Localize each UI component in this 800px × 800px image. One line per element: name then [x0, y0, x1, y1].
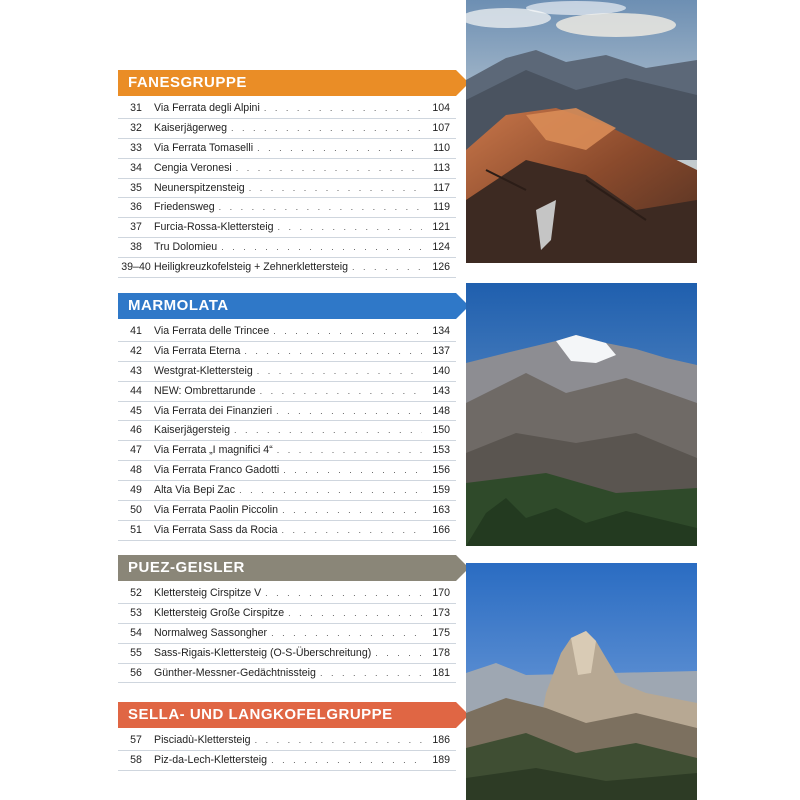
toc-entry[interactable] — [118, 119, 456, 139]
toc-entry[interactable] — [118, 342, 456, 362]
entry-page: 107 — [432, 121, 450, 134]
leader-dots — [316, 664, 422, 683]
toc-entry[interactable] — [118, 159, 456, 179]
toc-entry[interactable] — [118, 421, 456, 441]
toc-entry[interactable] — [118, 258, 456, 278]
leader-dots — [253, 362, 422, 381]
entry-title: Kaiserjägersteig — [154, 424, 230, 437]
mountain-photo-marmolata — [466, 283, 697, 546]
entry-number: 47 — [130, 444, 142, 457]
entry-page: 104 — [432, 102, 450, 114]
entry-page: 163 — [432, 504, 450, 517]
toc-entry[interactable] — [118, 402, 456, 422]
section-header: FANESGRUPPE — [118, 70, 456, 96]
entry-page: 137 — [432, 344, 450, 357]
leader-dots — [274, 218, 422, 237]
leader-dots — [279, 461, 422, 480]
entry-page: 110 — [433, 141, 450, 154]
entry-number: 45 — [130, 404, 142, 417]
entry-page: 121 — [432, 221, 450, 234]
toc-entry[interactable] — [118, 501, 456, 521]
leader-dots — [269, 322, 422, 341]
entry-title: Pisciadù-Klettersteig — [154, 734, 251, 746]
entry-title: Neunerspitzensteig — [154, 181, 245, 194]
entry-title: Günther-Messner-Gedächtnissteig — [154, 666, 316, 679]
section-sella-langkofelgruppe — [118, 702, 456, 771]
toc-entry[interactable] — [118, 322, 456, 342]
leader-dots — [240, 342, 422, 361]
entry-title: Furcia-Rossa-Klettersteig — [154, 221, 274, 234]
toc-entry[interactable] — [118, 99, 456, 119]
entry-number: 56 — [130, 666, 142, 679]
entry-number: 41 — [130, 325, 142, 337]
entry-number: 48 — [130, 464, 142, 477]
entry-page: 153 — [432, 444, 450, 457]
entry-title: Klettersteig Große Cirspitze — [154, 606, 285, 619]
entry-title: Westgrat-Klettersteig — [154, 364, 253, 377]
leader-dots — [245, 179, 422, 198]
leader-dots — [267, 624, 422, 643]
toc-entry[interactable] — [118, 664, 456, 684]
leader-dots — [272, 402, 422, 421]
entry-title: Heiligkreuzkofelsteig + Zehnerklettersteig — [154, 261, 349, 274]
leader-dots — [273, 441, 422, 460]
section-header: MARMOLATA — [118, 293, 456, 319]
leader-dots — [230, 421, 422, 440]
entry-page: 124 — [432, 241, 450, 254]
leader-dots — [260, 99, 422, 118]
entry-page: 189 — [432, 753, 450, 766]
entry-number: 37 — [130, 221, 142, 234]
entry-page: 113 — [433, 161, 450, 174]
entry-number: 54 — [130, 626, 142, 639]
leader-dots — [251, 731, 422, 750]
entry-page: 178 — [432, 646, 450, 659]
entry-title: Cengia Veronesi — [154, 161, 232, 174]
entry-number: 46 — [130, 424, 142, 437]
entry-page: 156 — [432, 464, 450, 477]
entry-number: 36 — [130, 201, 142, 214]
leader-dots — [215, 198, 422, 217]
leader-dots — [371, 644, 422, 663]
entry-title: Via Ferrata degli Alpini — [154, 102, 260, 114]
leader-dots — [348, 258, 422, 277]
entry-page: 117 — [433, 181, 450, 194]
leader-dots — [235, 481, 422, 500]
leader-dots — [227, 119, 422, 138]
leader-dots — [217, 238, 422, 257]
entry-title: Sass-Rigais-Klettersteig (O-S-Überschreitung) — [154, 646, 372, 659]
entry-number: 55 — [130, 646, 142, 659]
toc-entry[interactable] — [118, 139, 456, 159]
entry-page: 148 — [432, 404, 450, 417]
mountain-photo-fanes — [466, 0, 697, 263]
entry-title: Via Ferrata delle Trincee — [154, 325, 270, 337]
toc-entry[interactable] — [118, 382, 456, 402]
toc-entry[interactable] — [118, 604, 456, 624]
entry-number: 52 — [130, 587, 142, 599]
entry-page: 166 — [432, 523, 450, 536]
entry-number: 51 — [130, 523, 142, 536]
toc-entry[interactable] — [118, 481, 456, 501]
toc-entry[interactable] — [118, 624, 456, 644]
toc-entry[interactable] — [118, 179, 456, 199]
entry-number: 33 — [130, 141, 142, 154]
toc-entry[interactable] — [118, 521, 456, 541]
entry-number: 32 — [130, 121, 142, 134]
entry-number: 49 — [130, 484, 142, 497]
toc-entry[interactable] — [118, 441, 456, 461]
entry-number: 53 — [130, 606, 142, 619]
entry-title: Via Ferrata Franco Gadotti — [154, 464, 280, 477]
entry-number: 38 — [130, 241, 142, 254]
leader-dots — [284, 604, 422, 623]
toc-entry[interactable] — [118, 584, 456, 604]
section-marmolata — [118, 293, 456, 541]
leader-dots — [256, 382, 422, 401]
leader-dots — [253, 139, 422, 158]
entry-page: 173 — [432, 606, 450, 619]
toc-entry[interactable] — [118, 751, 456, 771]
entry-page: 175 — [432, 626, 450, 639]
entry-title: Via Ferrata Sass da Rocia — [154, 523, 278, 536]
section-fanesgruppe — [118, 70, 456, 278]
entry-number: 42 — [130, 344, 142, 357]
leader-dots — [232, 159, 422, 178]
leader-dots — [277, 521, 422, 540]
entry-title: Alta Via Bepi Zac — [154, 484, 236, 497]
entry-number: 34 — [130, 161, 142, 174]
entry-title: Normalweg Sassongher — [154, 626, 268, 639]
entry-page: 186 — [432, 734, 450, 746]
entry-page: 181 — [432, 666, 450, 679]
toc-entry[interactable] — [118, 218, 456, 238]
entry-number: 39–40 — [121, 261, 151, 274]
entry-page: 159 — [432, 484, 450, 497]
entry-number: 50 — [130, 504, 142, 517]
entry-title: Via Ferrata Tomaselli — [154, 141, 254, 154]
entry-title: Klettersteig Cirspitze V — [154, 587, 262, 599]
entry-title: Kaiserjägerweg — [154, 121, 228, 134]
entry-number: 44 — [130, 384, 142, 397]
leader-dots — [267, 751, 422, 770]
mountain-photo-sassongher — [466, 563, 697, 800]
entry-title: Via Ferrata Eterna — [154, 344, 241, 357]
toc-entry[interactable] — [118, 644, 456, 664]
entry-title: Via Ferrata „I magnifici 4“ — [154, 444, 273, 457]
section-header: SELLA- UND LANGKOFELGRUPPE — [118, 702, 456, 728]
section-header: PUEZ-GEISLER — [118, 555, 456, 581]
entry-number: 31 — [130, 102, 142, 114]
entry-number: 35 — [130, 181, 142, 194]
entry-page: 150 — [432, 424, 450, 437]
toc-entry[interactable] — [118, 238, 456, 258]
toc-entry[interactable] — [118, 362, 456, 382]
entry-number: 43 — [130, 364, 142, 377]
entry-page: 126 — [432, 261, 450, 274]
entry-number: 58 — [130, 753, 142, 766]
entry-title: Piz-da-Lech-Klettersteig — [154, 753, 268, 766]
entry-page: 140 — [432, 364, 450, 377]
toc-entry[interactable] — [118, 731, 456, 751]
entry-title: Tru Dolomieu — [154, 241, 218, 254]
entry-number: 57 — [130, 734, 142, 746]
entry-title: Via Ferrata Paolin Piccolin — [154, 504, 279, 517]
toc-entry[interactable] — [118, 198, 456, 218]
entry-page: 170 — [432, 587, 450, 599]
leader-dots — [261, 584, 422, 603]
leader-dots — [278, 501, 422, 520]
entry-title: Friedensweg — [154, 201, 215, 214]
entry-page: 134 — [432, 325, 450, 337]
entry-title: Via Ferrata dei Finanzieri — [154, 404, 273, 417]
entry-title: NEW: Ombrettarunde — [154, 384, 256, 397]
entry-page: 143 — [432, 384, 450, 397]
toc-entry[interactable] — [118, 461, 456, 481]
entry-page: 119 — [433, 201, 450, 214]
section-puez-geisler — [118, 555, 456, 683]
